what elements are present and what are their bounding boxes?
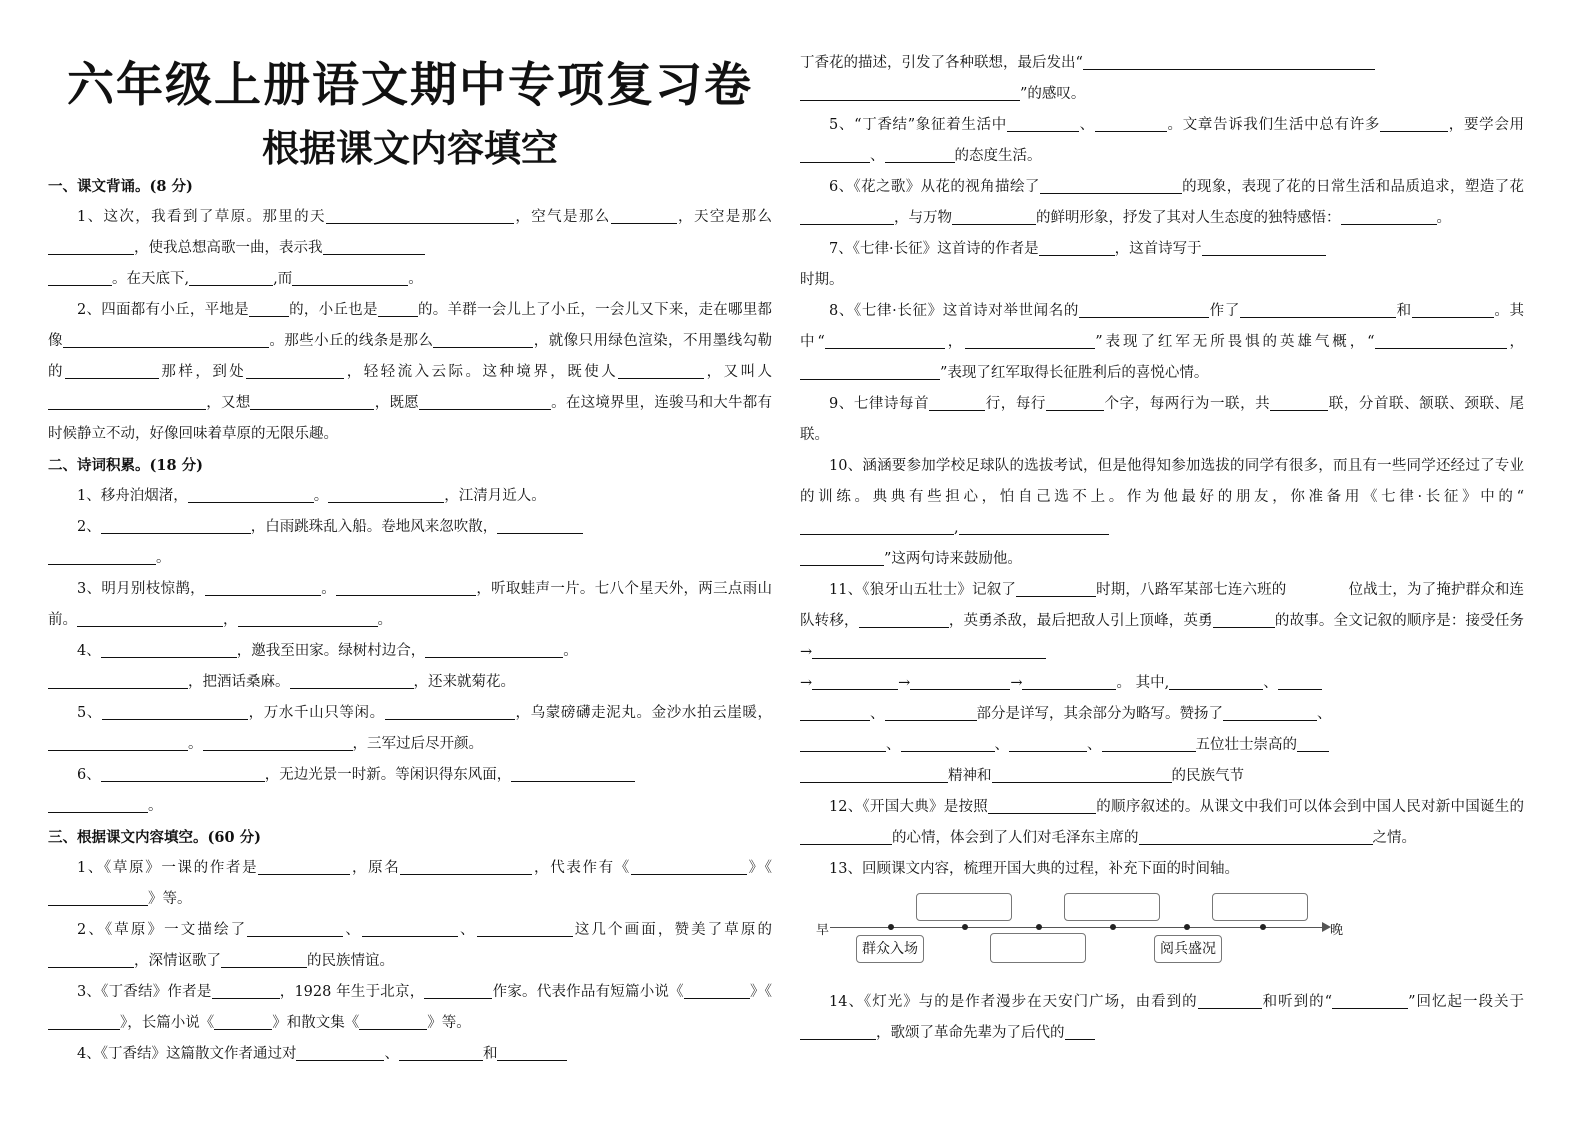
timeline-dot: [962, 924, 968, 930]
answer-blank[interactable]: [336, 581, 476, 597]
question-1-2: 2、四面都有小丘，平地是 的，小丘也是 的。羊群一会儿上了小丘，一会儿又下来，走在哪里都像 。那些小丘的线条是那么 ，就像只用绿色渲染，不用墨线勾勒的 那样，到处 ，轻轻流入云际。这种境界，既使人 ，又叫人，又想 ，既愿 。在这境界里，连骏马和大牛都有时候静立不动，好像回味着草原的无限乐趣。: [48, 302, 773, 442]
answer-blank[interactable]: [929, 396, 985, 412]
answer-blank[interactable]: [684, 984, 750, 1000]
poem-4: 4、 ，邀我至田家。绿树村边合， 。 ，把酒话桑麻。 ，还来就菊花。: [48, 636, 772, 698]
answer-blank[interactable]: [1139, 830, 1373, 846]
answer-blank[interactable]: [800, 520, 954, 536]
timeline-dot: [1110, 924, 1116, 930]
answer-blank[interactable]: [800, 830, 892, 846]
answer-blank[interactable]: [101, 519, 251, 535]
answer-blank[interactable]: [424, 984, 492, 1000]
answer-blank[interactable]: [1223, 706, 1317, 722]
answer-blank[interactable]: [205, 581, 321, 597]
answer-blank[interactable]: [214, 1015, 272, 1031]
text-question-9: 9、七律诗每首 行，每行 个字，每两行为一联，共 联，分首联、颔联、颈联、尾联。: [800, 396, 1524, 443]
answer-blank[interactable]: [1046, 396, 1104, 412]
answer-blank[interactable]: [249, 302, 289, 318]
answer-blank[interactable]: [48, 953, 134, 969]
answer-blank[interactable]: [238, 612, 378, 628]
answer-blank[interactable]: [859, 613, 949, 629]
answer-blank[interactable]: [1065, 1025, 1095, 1041]
answer-blank[interactable]: [1278, 675, 1322, 691]
answer-blank[interactable]: [48, 798, 148, 814]
answer-blank[interactable]: [1040, 179, 1182, 195]
answer-blank[interactable]: [188, 488, 314, 504]
timeline-dot: [1260, 924, 1266, 930]
poem-6: 6、 ，无边光景一时新。等闲识得东风面， 。: [48, 760, 772, 822]
text-question-5: 5、“丁香结”象征着生活中 、 。文章告诉我们生活中总有许多 ，要学会用、 的态度生活。: [800, 110, 1524, 172]
answer-blank[interactable]: [48, 736, 188, 752]
answer-blank[interactable]: [1102, 737, 1196, 753]
answer-blank[interactable]: [362, 922, 458, 938]
answer-blank[interactable]: [1007, 117, 1079, 133]
poem-3: 3、明月别枝惊鹊， 。 ，听取蛙声一片。七八个星天外，两三点雨山前。 ， 。: [48, 581, 773, 628]
answer-blank[interactable]: [497, 519, 583, 535]
answer-blank[interactable]: [988, 799, 1096, 815]
answer-blank[interactable]: [812, 675, 898, 691]
answer-blank[interactable]: [189, 271, 273, 287]
timeline-dot: [888, 924, 894, 930]
answer-blank[interactable]: [323, 240, 425, 256]
question-1-1: 1、这次，我看到了草原。那里的天 ，空气是那么 ，天空是那么，使我总想高歌一曲，表示我 。在天底下, ,而 。: [48, 202, 772, 295]
answer-blank[interactable]: [419, 395, 551, 411]
text-question-2: 2、《草原》一文描绘了 、 、 这几个画面，赞美了草原的，深情讴歌了 的民族情谊。: [48, 915, 772, 977]
answer-blank[interactable]: [1202, 241, 1326, 257]
answer-blank[interactable]: [497, 1046, 567, 1062]
answer-blank[interactable]: [1016, 582, 1096, 598]
answer-blank[interactable]: [221, 953, 307, 969]
answer-blank[interactable]: [825, 334, 945, 350]
answer-blank[interactable]: [1083, 55, 1375, 71]
answer-blank[interactable]: [63, 333, 269, 349]
text-question-10: 10、涵涵要参加学校足球队的选拔考试，但是他得知参加选拔的同学有很多，而且有一些同学还经过了专业的训练。典典有些担心，怕自己选不上。作为他最好的朋友，你准备用《七律·长征》中的“, ”这两句诗来鼓励他。: [800, 458, 1524, 567]
answer-blank[interactable]: [511, 767, 635, 783]
timeline-label-crowd-entry: 群众入场: [856, 935, 924, 963]
answer-blank[interactable]: [328, 488, 444, 504]
answer-blank[interactable]: [1169, 675, 1263, 691]
answer-blank[interactable]: [618, 364, 704, 380]
answer-blank[interactable]: [378, 302, 418, 318]
text-question-1: 1、《草原》一课的作者是 ，原名 ，代表作有《 》《》等。: [48, 853, 772, 915]
answer-blank[interactable]: [901, 737, 995, 753]
answer-blank[interactable]: [48, 1015, 120, 1031]
timeline-dot: [1184, 924, 1190, 930]
answer-blank[interactable]: [800, 365, 940, 381]
answer-blank[interactable]: [296, 1046, 384, 1062]
text-question-6: 6、《花之歌》从花的视角描绘了 的现象，表现了花的日常生活和品质追求，塑造了花，与万物 的鲜明形象，抒发了其对人生态度的独特感悟： 。: [800, 172, 1524, 234]
left-body: [48, 171, 772, 1070]
answer-blank[interactable]: [48, 240, 134, 256]
answer-blank[interactable]: [102, 705, 248, 721]
timeline-answer-box[interactable]: [1064, 893, 1160, 921]
answer-blank[interactable]: [258, 860, 350, 876]
text-question-4: 4、《丁香结》这篇散文作者通过对 、 和: [48, 1039, 772, 1070]
answer-blank[interactable]: [212, 984, 280, 1000]
answer-blank[interactable]: [800, 1025, 876, 1041]
answer-blank[interactable]: [292, 271, 408, 287]
answer-blank[interactable]: [1412, 303, 1494, 319]
section-heading-2: 二、诗词积累。(18 分): [48, 457, 203, 474]
timeline-axis: [830, 927, 1324, 928]
timeline-answer-box[interactable]: [916, 893, 1012, 921]
answer-blank[interactable]: [1375, 334, 1507, 350]
answer-blank[interactable]: [800, 210, 894, 226]
timeline-diagram: [800, 889, 1524, 1007]
answer-blank[interactable]: [1297, 737, 1329, 753]
answer-blank[interactable]: [1009, 737, 1087, 753]
text-question-3: 3、《丁香结》作者是 ，1928 年生于北京， 作家。代表作品有短篇小说《 》《》，长篇小说《 》和散文集《 》等。: [48, 977, 772, 1039]
page-subtitle: 根据课文内容填空: [262, 127, 558, 170]
answer-blank[interactable]: [965, 334, 1095, 350]
answer-blank[interactable]: [1079, 303, 1209, 319]
answer-blank[interactable]: [800, 551, 884, 567]
answer-blank[interactable]: [885, 706, 977, 722]
answer-blank[interactable]: [1240, 303, 1396, 319]
text-question-13: 13、回顾课文内容，梳理开国大典的过程，补充下面的时间轴。: [829, 861, 1239, 877]
answer-blank[interactable]: [247, 922, 343, 938]
answer-blank[interactable]: [399, 1046, 483, 1062]
answer-blank[interactable]: [800, 706, 870, 722]
answer-blank[interactable]: [885, 148, 955, 164]
answer-blank[interactable]: [812, 644, 1046, 660]
timeline-label-parade: 阅兵盛况: [1154, 935, 1222, 963]
page-title: 六年级上册语文期中专项复习卷: [67, 58, 753, 113]
section-heading-1: 一、课文背诵。(8 分): [48, 178, 193, 195]
timeline-answer-box[interactable]: [990, 933, 1086, 963]
answer-blank[interactable]: [359, 1015, 427, 1031]
answer-blank[interactable]: [246, 364, 344, 380]
timeline-start-label: 早: [816, 923, 830, 938]
poem-1: 1、移舟泊烟渚， 。 ，江清月近人。: [77, 488, 546, 504]
answer-blank[interactable]: [959, 520, 1109, 536]
answer-blank[interactable]: [203, 736, 353, 752]
answer-blank[interactable]: [326, 209, 514, 225]
answer-blank[interactable]: [65, 364, 159, 380]
answer-blank[interactable]: [425, 643, 563, 659]
answer-blank[interactable]: [800, 768, 948, 784]
text-question-11: 11、《狼牙山五壮士》记叙了 时期，八路军某部七连六班的 位战士，为了掩护群众和连队转移， ，英勇杀敌，最后把敌人引上顶峰，英勇 的故事。全文记叙的顺序是：接受任务→ → → → 。 其中, 、 、 部分是详写，其余部分为略写。赞扬了 、 、 、 、 五位壮士崇高的 精神和 的民族气节: [800, 582, 1525, 784]
right-body: [800, 48, 1524, 1049]
answer-blank[interactable]: [1039, 241, 1115, 257]
answer-blank[interactable]: [400, 860, 532, 876]
answer-blank[interactable]: [48, 271, 112, 287]
section-heading-3: 三、根据课文内容填空。(60 分): [48, 829, 261, 846]
text-question-4-continued: 丁香花的描述，引发了各种联想，最后发出“ ”的感叹。: [800, 48, 1524, 110]
answer-blank[interactable]: [1022, 675, 1116, 691]
poem-5: 5、 ，万水千山只等闲。 ，乌蒙磅礴走泥丸。金沙水拍云崖暖，。 ，三军过后尽开颜。: [48, 698, 772, 760]
answer-blank[interactable]: [77, 612, 223, 628]
answer-blank[interactable]: [631, 860, 747, 876]
answer-blank[interactable]: [800, 737, 886, 753]
text-question-8: 8、《七律·长征》这首诗对举世闻名的 作了 和 。其中“ ， ”表现了红军无所畏惧的英雄气概，“ ，”表现了红军取得长征胜利后的喜悦心情。: [800, 303, 1525, 381]
text-question-7: 7、《七律·长征》这首诗的作者是 ，这首诗写于 时期。: [800, 234, 1524, 296]
answer-blank[interactable]: [48, 674, 188, 690]
answer-blank[interactable]: [952, 210, 1036, 226]
answer-blank[interactable]: [433, 333, 533, 349]
answer-blank[interactable]: [250, 395, 374, 411]
answer-blank[interactable]: [800, 86, 1020, 102]
answer-blank[interactable]: [992, 768, 1172, 784]
text-question-14: 14、《灯光》与的是作者漫步在天安门广场，由看到的 和听到的“ ”回忆起一段关于，歌颂了革命先辈为了后代的: [800, 987, 1524, 1049]
answer-blank[interactable]: [611, 209, 677, 225]
answer-blank[interactable]: [1213, 613, 1275, 629]
answer-blank[interactable]: [1341, 210, 1437, 226]
timeline-answer-box[interactable]: [1212, 893, 1308, 921]
answer-blank[interactable]: [477, 922, 573, 938]
answer-blank[interactable]: [101, 643, 237, 659]
answer-blank[interactable]: [1095, 117, 1167, 133]
text-question-12: 12、《开国大典》是按照 的顺序叙述的。从课文中我们可以体会到中国人民对新中国诞生的的心情，体会到了人们对毛泽东主席的 之情。: [800, 792, 1524, 854]
poem-2: 2、 ，白雨跳珠乱入船。卷地风来忽吹散， 。: [48, 512, 772, 574]
answer-blank[interactable]: [1270, 396, 1328, 412]
timeline-dot: [1036, 924, 1042, 930]
answer-blank[interactable]: [385, 705, 515, 721]
answer-blank[interactable]: [48, 550, 156, 566]
answer-blank[interactable]: [48, 891, 148, 907]
answer-blank[interactable]: [1380, 117, 1448, 133]
answer-blank[interactable]: [290, 674, 414, 690]
answer-blank[interactable]: [48, 395, 206, 411]
answer-blank[interactable]: [910, 675, 1010, 691]
answer-blank[interactable]: [101, 767, 265, 783]
answer-blank[interactable]: [800, 148, 870, 164]
timeline-end-label: 晚: [1330, 923, 1344, 938]
